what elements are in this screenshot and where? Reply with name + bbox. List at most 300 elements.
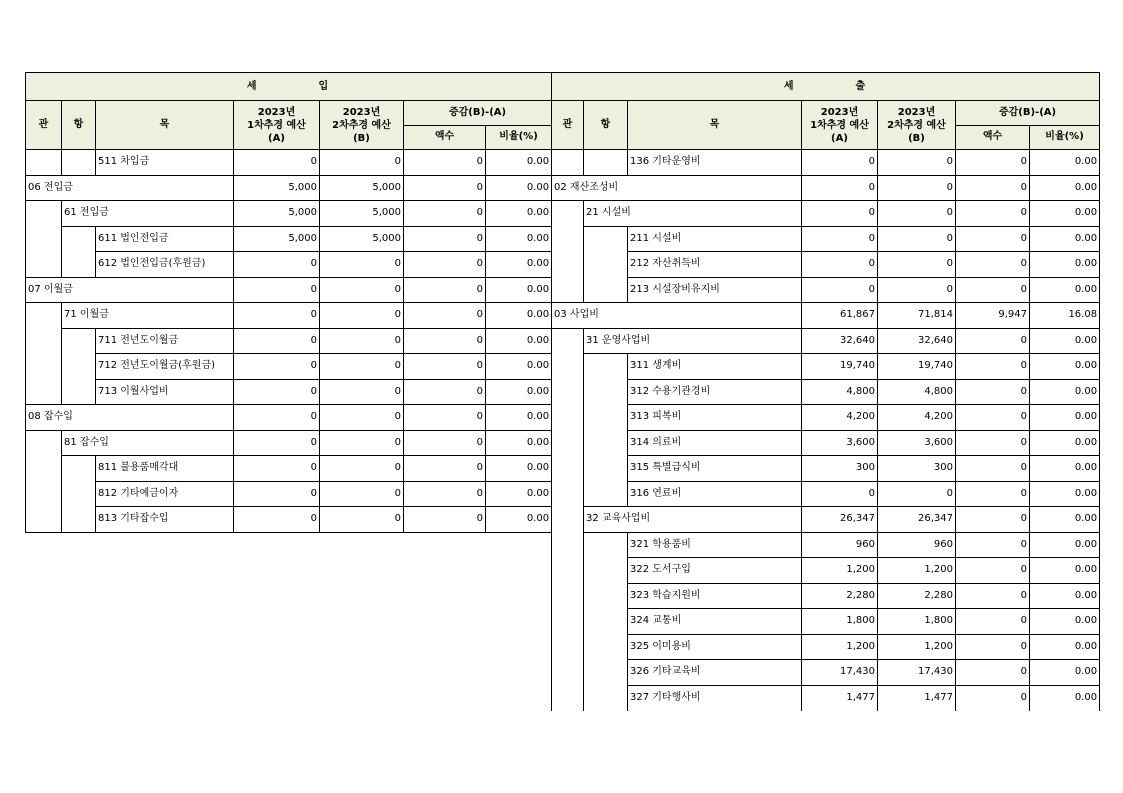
expense-row bbox=[552, 252, 1100, 278]
expense-mok-name: 314 의료비 bbox=[628, 430, 802, 456]
expense-diff-amount: 0 bbox=[956, 252, 1030, 278]
expense-mok-name: 136 기타운영비 bbox=[628, 150, 802, 176]
expense-gwan-indent bbox=[552, 532, 584, 558]
income-gwan-indent bbox=[26, 303, 62, 329]
income-diff-amount: 0 bbox=[404, 507, 486, 533]
expense-gwan-indent bbox=[552, 328, 584, 354]
income-budget-b: 5,000 bbox=[320, 175, 404, 201]
expense-diff-amount: 0 bbox=[956, 660, 1030, 686]
expense-row bbox=[552, 379, 1100, 405]
expense-row bbox=[552, 354, 1100, 380]
income-row bbox=[26, 303, 552, 329]
expense-hang-indent bbox=[584, 558, 628, 584]
expense-header-hang: 항 bbox=[584, 101, 628, 150]
income-diff-ratio: 0.00 bbox=[486, 507, 552, 533]
income-diff-ratio: 0.00 bbox=[486, 150, 552, 176]
income-budget-a: 0 bbox=[234, 277, 320, 303]
expense-budget-b: 32,640 bbox=[878, 328, 956, 354]
expense-hang-indent bbox=[584, 405, 628, 431]
income-hang-indent bbox=[62, 507, 96, 533]
income-diff-amount: 0 bbox=[404, 481, 486, 507]
expense-mok-name: 323 학습지원비 bbox=[628, 583, 802, 609]
expense-budget-a: 0 bbox=[802, 175, 878, 201]
expense-hang-name: 31 운영사업비 bbox=[584, 328, 802, 354]
expense-diff-ratio: 0.00 bbox=[1030, 685, 1100, 711]
expense-diff-ratio: 0.00 bbox=[1030, 507, 1100, 533]
income-diff-ratio: 0.00 bbox=[486, 481, 552, 507]
expense-budget-b: 1,800 bbox=[878, 609, 956, 635]
expense-row bbox=[552, 405, 1100, 431]
expense-gwan-name: 02 재산조성비 bbox=[552, 175, 802, 201]
expense-diff-ratio: 0.00 bbox=[1030, 277, 1100, 303]
expense-diff-ratio: 0.00 bbox=[1030, 609, 1100, 635]
expense-diff-ratio: 0.00 bbox=[1030, 430, 1100, 456]
expense-header-gwan: 관 bbox=[552, 101, 584, 150]
income-budget-a: 0 bbox=[234, 328, 320, 354]
expense-gwan-indent bbox=[552, 405, 584, 431]
income-row bbox=[26, 405, 552, 431]
income-header-mok: 목 bbox=[96, 101, 234, 150]
expense-gwan-indent bbox=[552, 660, 584, 686]
income-mok-name: 713 이월사업비 bbox=[96, 379, 234, 405]
income-mok-name: 811 불용품매각대 bbox=[96, 456, 234, 482]
income-budget-a: 0 bbox=[234, 430, 320, 456]
expense-budget-a: 32,640 bbox=[802, 328, 878, 354]
expense-budget-b: 300 bbox=[878, 456, 956, 482]
income-gwan-indent bbox=[26, 354, 62, 380]
income-hang-indent bbox=[62, 252, 96, 278]
income-header-amount: 액수 bbox=[404, 125, 486, 150]
income-diff-amount: 0 bbox=[404, 175, 486, 201]
expense-diff-amount: 0 bbox=[956, 481, 1030, 507]
expense-budget-a: 1,477 bbox=[802, 685, 878, 711]
expense-mok-name: 211 시설비 bbox=[628, 226, 802, 252]
expense-gwan-indent bbox=[552, 201, 584, 227]
expense-diff-amount: 0 bbox=[956, 558, 1030, 584]
expense-hang-indent bbox=[584, 634, 628, 660]
expense-diff-amount: 0 bbox=[956, 226, 1030, 252]
income-budget-a: 5,000 bbox=[234, 201, 320, 227]
income-budget-a: 0 bbox=[234, 405, 320, 431]
income-budget-a: 0 bbox=[234, 303, 320, 329]
expense-row bbox=[552, 532, 1100, 558]
income-diff-amount: 0 bbox=[404, 303, 486, 329]
expense-budget-a: 17,430 bbox=[802, 660, 878, 686]
expense-gwan-indent bbox=[552, 379, 584, 405]
expense-gwan-indent bbox=[552, 456, 584, 482]
income-budget-b: 0 bbox=[320, 354, 404, 380]
income-gwan-indent bbox=[26, 379, 62, 405]
expense-gwan-indent bbox=[552, 226, 584, 252]
expense-row bbox=[552, 175, 1100, 201]
expense-budget-b: 1,200 bbox=[878, 634, 956, 660]
income-row bbox=[26, 226, 552, 252]
expense-diff-amount: 0 bbox=[956, 507, 1030, 533]
income-row bbox=[26, 379, 552, 405]
expense-budget-a: 4,800 bbox=[802, 379, 878, 405]
income-budget-b: 0 bbox=[320, 405, 404, 431]
expense-mok-name: 322 도서구입 bbox=[628, 558, 802, 584]
expense-row bbox=[552, 609, 1100, 635]
expense-budget-a: 0 bbox=[802, 201, 878, 227]
income-hang-indent bbox=[62, 481, 96, 507]
income-row bbox=[26, 201, 552, 227]
expense-header-mok: 목 bbox=[628, 101, 802, 150]
income-hang-indent bbox=[62, 328, 96, 354]
expense-gwan-indent bbox=[552, 354, 584, 380]
income-diff-amount: 0 bbox=[404, 405, 486, 431]
expense-budget-a: 26,347 bbox=[802, 507, 878, 533]
expense-mok-name: 325 이미용비 bbox=[628, 634, 802, 660]
income-hang-indent bbox=[62, 226, 96, 252]
income-diff-ratio: 0.00 bbox=[486, 456, 552, 482]
income-budget-b: 0 bbox=[320, 481, 404, 507]
income-diff-ratio: 0.00 bbox=[486, 405, 552, 431]
income-row bbox=[26, 175, 552, 201]
income-budget-b: 0 bbox=[320, 456, 404, 482]
expense-diff-amount: 0 bbox=[956, 150, 1030, 176]
expense-mok-name: 316 연료비 bbox=[628, 481, 802, 507]
expense-budget-b: 17,430 bbox=[878, 660, 956, 686]
income-budget-a: 0 bbox=[234, 507, 320, 533]
income-title-row bbox=[26, 73, 552, 101]
expense-hang-indent bbox=[584, 354, 628, 380]
income-budget-b: 0 bbox=[320, 328, 404, 354]
income-mok-name: 813 기타잡수입 bbox=[96, 507, 234, 533]
income-budget-a: 0 bbox=[234, 252, 320, 278]
expense-hang-indent bbox=[584, 277, 628, 303]
income-budget-b: 0 bbox=[320, 430, 404, 456]
income-mok-name: 511 차입금 bbox=[96, 150, 234, 176]
expense-diff-amount: 0 bbox=[956, 201, 1030, 227]
expense-row bbox=[552, 558, 1100, 584]
expense-diff-ratio: 0.00 bbox=[1030, 558, 1100, 584]
income-diff-ratio: 0.00 bbox=[486, 430, 552, 456]
income-mok-name: 611 법인전입금 bbox=[96, 226, 234, 252]
expense-hang-indent bbox=[584, 252, 628, 278]
expense-budget-a: 1,200 bbox=[802, 634, 878, 660]
income-diff-ratio: 0.00 bbox=[486, 379, 552, 405]
expense-diff-amount: 0 bbox=[956, 609, 1030, 635]
income-hang-indent bbox=[62, 379, 96, 405]
expense-title-char2: 출 bbox=[855, 80, 868, 92]
income-hang-indent bbox=[62, 354, 96, 380]
income-row bbox=[26, 150, 552, 176]
expense-row bbox=[552, 660, 1100, 686]
expense-row bbox=[552, 277, 1100, 303]
expense-header-diff: 증감(B)-(A) bbox=[956, 101, 1100, 126]
expense-row bbox=[552, 150, 1100, 176]
income-diff-ratio: 0.00 bbox=[486, 201, 552, 227]
income-gwan-indent bbox=[26, 456, 62, 482]
expense-gwan-name: 03 사업비 bbox=[552, 303, 802, 329]
expense-mok-name: 212 자산취득비 bbox=[628, 252, 802, 278]
income-gwan-indent bbox=[26, 507, 62, 533]
expense-diff-amount: 0 bbox=[956, 379, 1030, 405]
income-diff-amount: 0 bbox=[404, 252, 486, 278]
expense-budget-a: 2,280 bbox=[802, 583, 878, 609]
expense-hang-name: 21 시설비 bbox=[584, 201, 802, 227]
expense-mok-name: 324 교통비 bbox=[628, 609, 802, 635]
income-gwan-indent bbox=[26, 481, 62, 507]
expense-title bbox=[552, 73, 1100, 101]
expense-hang-indent bbox=[584, 660, 628, 686]
expense-diff-ratio: 0.00 bbox=[1030, 379, 1100, 405]
expense-diff-ratio: 0.00 bbox=[1030, 660, 1100, 686]
income-gwan-indent bbox=[26, 201, 62, 227]
income-diff-ratio: 0.00 bbox=[486, 252, 552, 278]
income-diff-ratio: 0.00 bbox=[486, 226, 552, 252]
expense-budget-b: 3,600 bbox=[878, 430, 956, 456]
income-row bbox=[26, 252, 552, 278]
expense-diff-amount: 0 bbox=[956, 583, 1030, 609]
income-hang-name: 81 잡수입 bbox=[62, 430, 234, 456]
income-budget-b: 5,000 bbox=[320, 226, 404, 252]
income-gwan-indent bbox=[26, 328, 62, 354]
expense-header-budget2: 2023년 2차추경 예산 (B) bbox=[878, 101, 956, 150]
expense-row bbox=[552, 481, 1100, 507]
expense-budget-b: 0 bbox=[878, 201, 956, 227]
expense-budget-b: 26,347 bbox=[878, 507, 956, 533]
income-gwan-name: 06 전입금 bbox=[26, 175, 234, 201]
income-budget-a: 0 bbox=[234, 481, 320, 507]
expense-gwan-indent bbox=[552, 252, 584, 278]
expense-mok-name: 311 생계비 bbox=[628, 354, 802, 380]
income-mok-name: 812 기타예금이자 bbox=[96, 481, 234, 507]
expense-diff-amount: 0 bbox=[956, 175, 1030, 201]
income-budget-b: 5,000 bbox=[320, 201, 404, 227]
income-title-char2: 입 bbox=[318, 80, 331, 92]
expense-budget-a: 19,740 bbox=[802, 354, 878, 380]
expense-mok-name: 326 기타교육비 bbox=[628, 660, 802, 686]
income-row bbox=[26, 430, 552, 456]
expense-diff-ratio: 0.00 bbox=[1030, 532, 1100, 558]
income-mok-name: 712 전년도이월금(후원금) bbox=[96, 354, 234, 380]
income-row bbox=[26, 277, 552, 303]
income-gwan-indent bbox=[26, 430, 62, 456]
expense-gwan-indent bbox=[552, 150, 584, 176]
income-budget-a: 0 bbox=[234, 379, 320, 405]
expense-table bbox=[551, 72, 1100, 711]
expense-budget-a: 1,200 bbox=[802, 558, 878, 584]
expense-diff-ratio: 0.00 bbox=[1030, 252, 1100, 278]
expense-diff-amount: 0 bbox=[956, 328, 1030, 354]
expense-budget-a: 960 bbox=[802, 532, 878, 558]
expense-diff-ratio: 0.00 bbox=[1030, 583, 1100, 609]
income-diff-amount: 0 bbox=[404, 354, 486, 380]
income-hang-indent bbox=[62, 456, 96, 482]
expense-hang-indent bbox=[584, 609, 628, 635]
income-gwan-indent bbox=[26, 252, 62, 278]
expense-hang-indent bbox=[584, 379, 628, 405]
expense-diff-ratio: 0.00 bbox=[1030, 150, 1100, 176]
expense-budget-b: 1,477 bbox=[878, 685, 956, 711]
expense-diff-ratio: 0.00 bbox=[1030, 175, 1100, 201]
income-row bbox=[26, 481, 552, 507]
income-budget-b: 0 bbox=[320, 252, 404, 278]
expense-diff-amount: 0 bbox=[956, 634, 1030, 660]
income-diff-ratio: 0.00 bbox=[486, 175, 552, 201]
expense-diff-ratio: 0.00 bbox=[1030, 354, 1100, 380]
income-mok-name: 711 전년도이월금 bbox=[96, 328, 234, 354]
income-row bbox=[26, 354, 552, 380]
expense-row bbox=[552, 634, 1100, 660]
expense-mok-name: 313 피복비 bbox=[628, 405, 802, 431]
income-budget-a: 0 bbox=[234, 354, 320, 380]
expense-budget-a: 1,800 bbox=[802, 609, 878, 635]
income-budget-a: 0 bbox=[234, 150, 320, 176]
expense-budget-a: 61,867 bbox=[802, 303, 878, 329]
income-gwan-name: 08 잡수입 bbox=[26, 405, 234, 431]
expense-gwan-indent bbox=[552, 685, 584, 711]
expense-diff-amount: 0 bbox=[956, 277, 1030, 303]
expense-gwan-indent bbox=[552, 634, 584, 660]
income-header-gwan: 관 bbox=[26, 101, 62, 150]
expense-row bbox=[552, 685, 1100, 711]
expense-budget-b: 960 bbox=[878, 532, 956, 558]
expense-hang-indent bbox=[584, 150, 628, 176]
income-row bbox=[26, 328, 552, 354]
expense-gwan-indent bbox=[552, 277, 584, 303]
income-header-ratio: 비율(%) bbox=[486, 125, 552, 150]
income-diff-amount: 0 bbox=[404, 201, 486, 227]
expense-header-budget1: 2023년 1차추경 예산 (A) bbox=[802, 101, 878, 150]
income-header-hang: 항 bbox=[62, 101, 96, 150]
expense-hang-indent bbox=[584, 430, 628, 456]
expense-budget-b: 0 bbox=[878, 226, 956, 252]
expense-budget-a: 3,600 bbox=[802, 430, 878, 456]
income-hang-indent bbox=[62, 150, 96, 176]
expense-budget-a: 300 bbox=[802, 456, 878, 482]
income-diff-amount: 0 bbox=[404, 379, 486, 405]
expense-row bbox=[552, 430, 1100, 456]
expense-row bbox=[552, 328, 1100, 354]
expense-header-amount: 액수 bbox=[956, 125, 1030, 150]
expense-diff-ratio: 0.00 bbox=[1030, 634, 1100, 660]
expense-row bbox=[552, 583, 1100, 609]
income-hang-name: 71 이월금 bbox=[62, 303, 234, 329]
expense-budget-b: 0 bbox=[878, 175, 956, 201]
expense-diff-amount: 0 bbox=[956, 354, 1030, 380]
expense-budget-a: 0 bbox=[802, 226, 878, 252]
income-diff-amount: 0 bbox=[404, 328, 486, 354]
expense-row bbox=[552, 201, 1100, 227]
income-budget-b: 0 bbox=[320, 277, 404, 303]
income-diff-amount: 0 bbox=[404, 277, 486, 303]
expense-budget-a: 0 bbox=[802, 277, 878, 303]
expense-diff-ratio: 16.08 bbox=[1030, 303, 1100, 329]
expense-title-char1: 세 bbox=[783, 80, 796, 92]
expense-gwan-indent bbox=[552, 430, 584, 456]
expense-header-row1 bbox=[552, 101, 1100, 126]
income-hang-name: 61 전입금 bbox=[62, 201, 234, 227]
expense-diff-amount: 0 bbox=[956, 430, 1030, 456]
expense-diff-ratio: 0.00 bbox=[1030, 456, 1100, 482]
income-budget-a: 0 bbox=[234, 456, 320, 482]
income-diff-amount: 0 bbox=[404, 456, 486, 482]
expense-gwan-indent bbox=[552, 609, 584, 635]
expense-diff-ratio: 0.00 bbox=[1030, 405, 1100, 431]
expense-hang-indent bbox=[584, 583, 628, 609]
income-header-diff: 증감(B)-(A) bbox=[404, 101, 552, 126]
income-diff-amount: 0 bbox=[404, 430, 486, 456]
expense-mok-name: 312 수용기관경비 bbox=[628, 379, 802, 405]
expense-mok-name: 315 특별급식비 bbox=[628, 456, 802, 482]
expense-row bbox=[552, 226, 1100, 252]
income-gwan-indent bbox=[26, 150, 62, 176]
income-diff-amount: 0 bbox=[404, 226, 486, 252]
expense-hang-indent bbox=[584, 685, 628, 711]
expense-budget-b: 1,200 bbox=[878, 558, 956, 584]
income-title bbox=[26, 73, 552, 101]
expense-budget-b: 0 bbox=[878, 252, 956, 278]
expense-budget-b: 0 bbox=[878, 277, 956, 303]
income-diff-ratio: 0.00 bbox=[486, 328, 552, 354]
income-diff-ratio: 0.00 bbox=[486, 303, 552, 329]
expense-diff-ratio: 0.00 bbox=[1030, 481, 1100, 507]
income-gwan-name: 07 이월금 bbox=[26, 277, 234, 303]
expense-diff-amount: 0 bbox=[956, 456, 1030, 482]
expense-diff-ratio: 0.00 bbox=[1030, 328, 1100, 354]
income-row bbox=[26, 507, 552, 533]
income-table bbox=[25, 72, 552, 533]
expense-header-ratio: 비율(%) bbox=[1030, 125, 1100, 150]
expense-row bbox=[552, 303, 1100, 329]
income-mok-name: 612 법인전입금(후원금) bbox=[96, 252, 234, 278]
expense-row bbox=[552, 456, 1100, 482]
expense-budget-b: 0 bbox=[878, 481, 956, 507]
expense-gwan-indent bbox=[552, 583, 584, 609]
income-header-budget2: 2023년 2차추경 예산 (B) bbox=[320, 101, 404, 150]
income-title-char1: 세 bbox=[246, 80, 259, 92]
expense-diff-amount: 0 bbox=[956, 405, 1030, 431]
expense-hang-indent bbox=[584, 532, 628, 558]
income-row bbox=[26, 456, 552, 482]
expense-gwan-indent bbox=[552, 481, 584, 507]
income-diff-ratio: 0.00 bbox=[486, 277, 552, 303]
expense-hang-indent bbox=[584, 481, 628, 507]
expense-mok-name: 327 기타행사비 bbox=[628, 685, 802, 711]
expense-budget-b: 0 bbox=[878, 150, 956, 176]
income-header-row1 bbox=[26, 101, 552, 126]
expense-budget-b: 4,800 bbox=[878, 379, 956, 405]
expense-budget-a: 0 bbox=[802, 150, 878, 176]
income-gwan-indent bbox=[26, 226, 62, 252]
expense-budget-a: 4,200 bbox=[802, 405, 878, 431]
income-header-budget1: 2023년 1차추경 예산 (A) bbox=[234, 101, 320, 150]
income-budget-b: 0 bbox=[320, 379, 404, 405]
income-budget-a: 5,000 bbox=[234, 226, 320, 252]
expense-gwan-indent bbox=[552, 558, 584, 584]
expense-hang-name: 32 교육사업비 bbox=[584, 507, 802, 533]
expense-budget-a: 0 bbox=[802, 481, 878, 507]
expense-budget-b: 4,200 bbox=[878, 405, 956, 431]
income-budget-a: 5,000 bbox=[234, 175, 320, 201]
expense-budget-b: 71,814 bbox=[878, 303, 956, 329]
income-budget-b: 0 bbox=[320, 303, 404, 329]
income-diff-amount: 0 bbox=[404, 150, 486, 176]
income-diff-ratio: 0.00 bbox=[486, 354, 552, 380]
expense-budget-b: 19,740 bbox=[878, 354, 956, 380]
expense-diff-amount: 0 bbox=[956, 685, 1030, 711]
expense-diff-amount: 9,947 bbox=[956, 303, 1030, 329]
expense-hang-indent bbox=[584, 456, 628, 482]
expense-mok-name: 321 학용품비 bbox=[628, 532, 802, 558]
expense-diff-ratio: 0.00 bbox=[1030, 201, 1100, 227]
expense-mok-name: 213 시설장비유지비 bbox=[628, 277, 802, 303]
expense-diff-ratio: 0.00 bbox=[1030, 226, 1100, 252]
expense-diff-amount: 0 bbox=[956, 532, 1030, 558]
